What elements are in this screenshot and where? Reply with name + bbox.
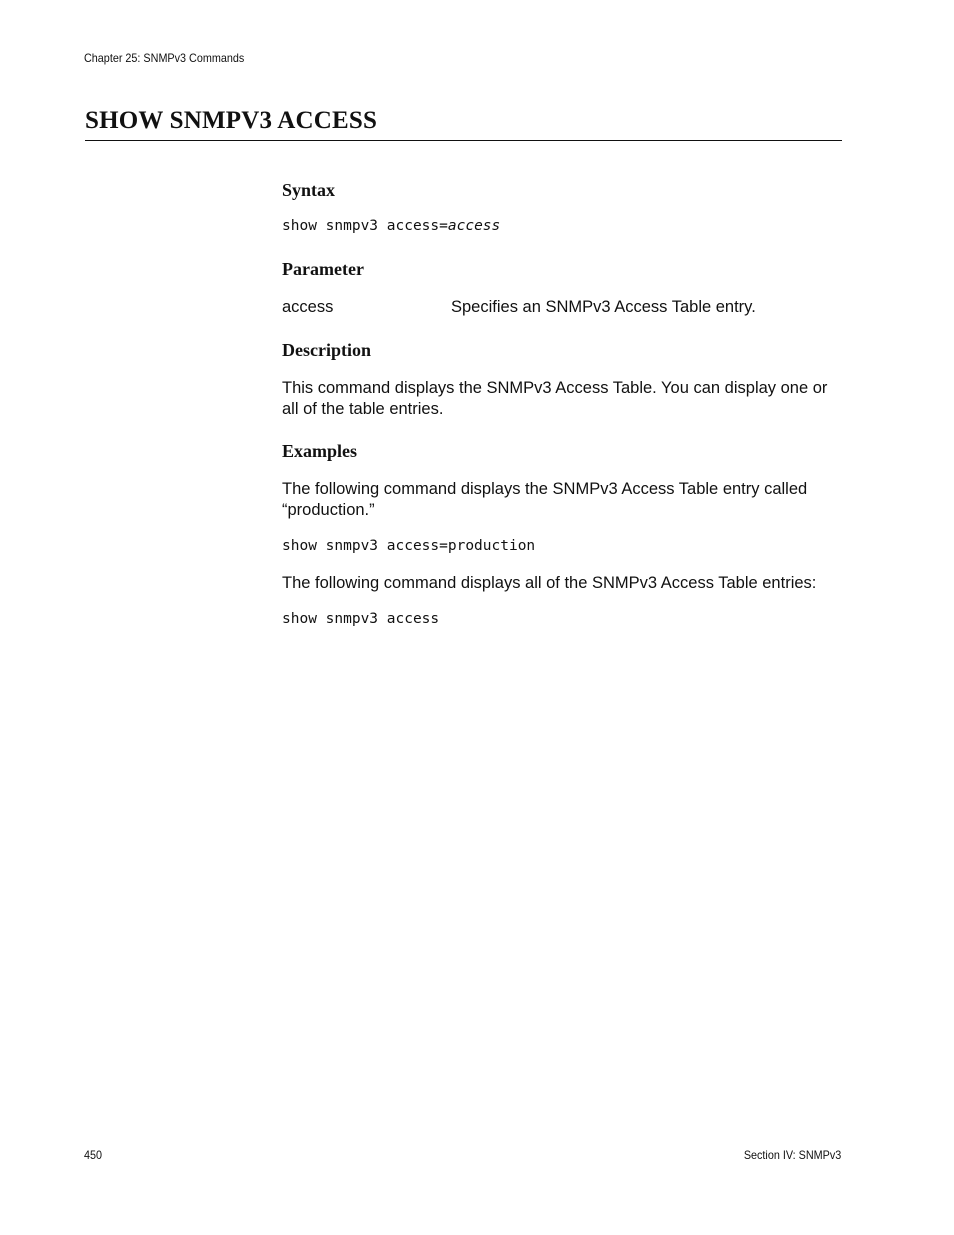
title-rule (85, 140, 842, 141)
page-number: 450 (84, 1148, 103, 1162)
description-heading: Description (282, 340, 371, 360)
example-command-1: show snmpv3 access=production (282, 538, 536, 554)
syntax-argument: access (447, 218, 501, 234)
footer-section: Section IV: SNMPv3 (743, 1148, 841, 1162)
example-intro-2: The following command displays all of the SNMPv3 Access Table entries: (282, 574, 817, 592)
parameter-heading: Parameter (282, 259, 364, 279)
syntax-command-text: show snmpv3 access= (282, 218, 448, 234)
parameter-description: Specifies an SNMPv3 Access Table entry. (451, 298, 756, 316)
syntax-heading: Syntax (282, 180, 336, 200)
page-title: SHOW SNMPV3 ACCESS (85, 107, 378, 134)
example-command-2: show snmpv3 access (282, 611, 440, 627)
parameter-name: access (282, 298, 334, 316)
description-text: This command displays the SNMPv3 Access Table. You can display one or all of the table entries. (282, 379, 828, 418)
syntax-command (282, 217, 500, 235)
examples-heading: Examples (282, 441, 358, 461)
example-intro-1: The following command displays the SNMPv3 Access Table entry called “production.” (282, 480, 808, 519)
running-header: Chapter 25: SNMPv3 Commands (84, 51, 245, 65)
